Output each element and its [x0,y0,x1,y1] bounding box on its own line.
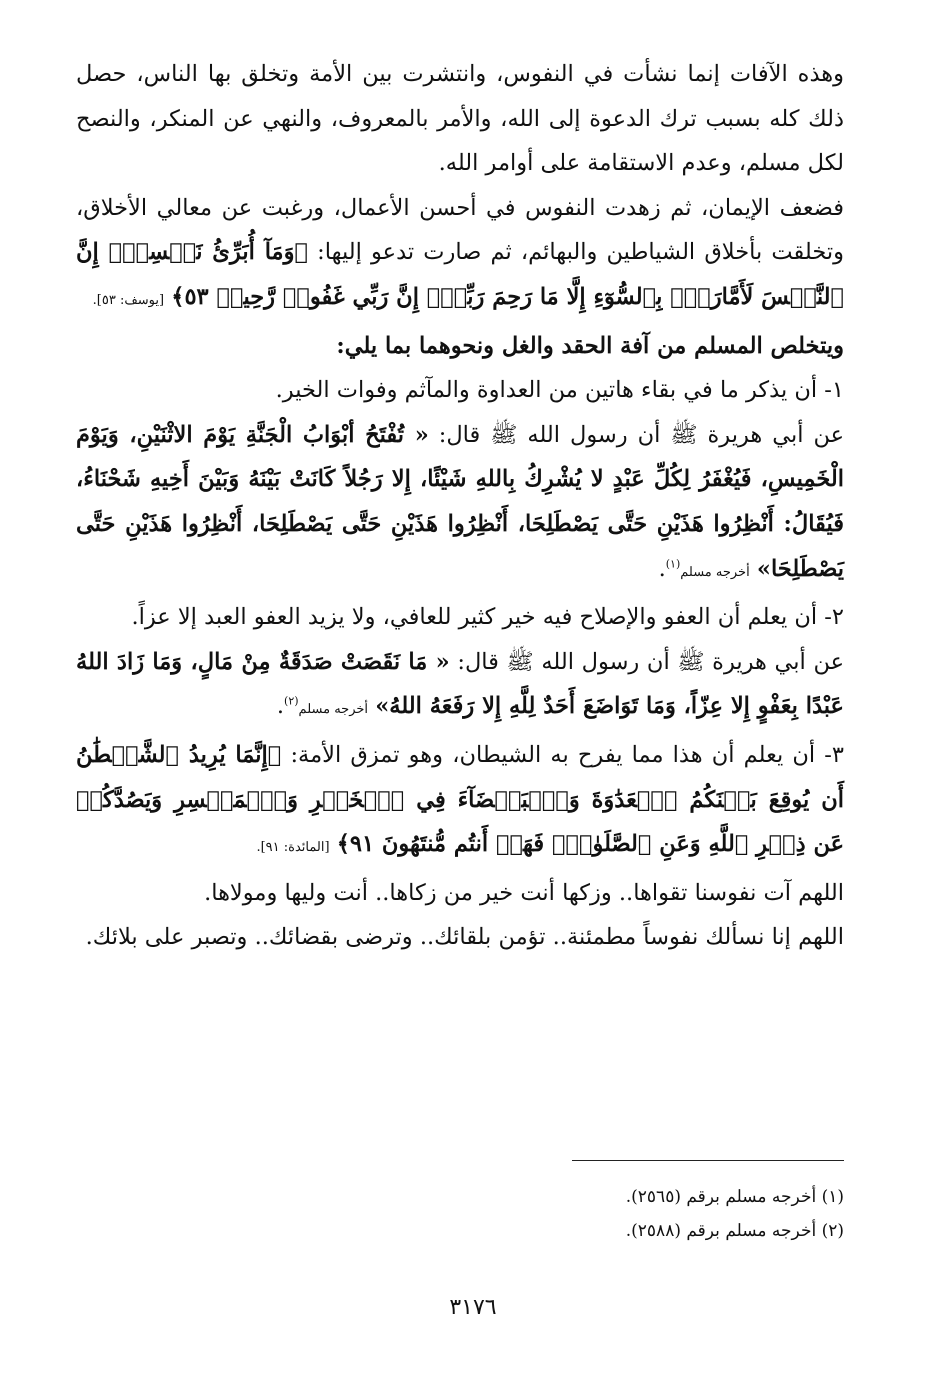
list-item-1: ١- أن يذكر ما في بقاء هاتين من العداوة والمآثم وفوات الخير. [275,377,844,404]
hadith-2: عن أبي هريرة ﷺ أن رسول الله ﷺ قال: « مَا نَقَصَتْ صَدَقَةٌ مِنْ مَالٍ، وَمَا زَادَ اللهُ عَبْدًا بِعَفْوٍ إِلا عِزّاً، وَمَا تَوَاضَعَ أَحَدٌ لِلَّهِ إِلا رَفَعَهُ اللهُ» أخرجه مسلم$^{(٢)}$. [76,648,844,720]
footnote-divider [572,1160,844,1161]
verse-reference-maidah: [المائدة: ٩١]. [256,840,330,856]
dua-2: اللهم إنا نسألك نفوساً مطمئنة.. تؤمن بلقائك.. وترضى بقضائك.. وتصبر على بلائك. [85,924,844,951]
footnote-marker-2: (٢) [284,694,299,708]
list-item-3-text: ٣- أن يعلم أن هذا مما يفرح به الشيطان، وهو تمزق الأمة: [290,741,844,768]
quran-verse-maidah: ﴿إِنَّمَا يُرِيدُ ٱلشَّيۡطَٰنُ أَن يُوقِعَ بَيۡنَكُمُ ٱلۡعَدَٰوَةَ وَٱلۡبَغۡضَآءَ فِي ٱلۡخَمۡرِ وَٱلۡمَيۡسِرِ وَيَصُدَّكُمۡ عَن ذِكۡرِ ٱللَّهِ وَعَنِ ٱلصَّلَوٰةِۖ فَهَلۡ أَنتُم مُّنتَهُونَ ٩١﴾ [76,741,844,858]
dua-1: اللهم آت نفوسنا تقواها.. وزكها أنت خير من زكاها.. أنت وليها ومولاها. [204,879,844,906]
verse-reference-yusuf: [يوسف: ٥٣]. [92,292,165,308]
list-item-3 [76,733,844,871]
hadith-1: عن أبي هريرة ﷺ أن رسول الله ﷺ قال: « تُفْتَحُ أبْوَابُ الْجَنَّةِ يَوْمَ الاثْنَيْنِ، وَيَوْمَ الْخَمِيسِ، فَيُغْفَرُ لِكُلِّ عَبْدٍ لا يُشْرِكُ بِاللهِ شَيْئًا، إِلا رَجُلاً كَانَتْ بَيْنَهُ وَبَيْنَ أَخِيهِ شَحْنَاءُ، فَيُقَالُ: أَنْظِرُوا هَذَيْنِ حَتَّى يَصْطَلِحَا، أَنْظِرُوا هَذَيْنِ حَتَّى يَصْطَلِحَا، أَنْظِرُوا هَذَيْنِ حَتَّى يَصْطَلِحَا» أخرجه مسلم$^{(١)}$. [76,421,844,582]
hadith-1-source: أخرجه مسلم [680,564,750,580]
hadith-1-text: « تُفْتَحُ أبْوَابُ الْجَنَّةِ يَوْمَ الاثْنَيْنِ، وَيَوْمَ الْخَمِيسِ، فَيُغْفَرُ لِكُلِّ عَبْدٍ لا يُشْرِكُ بِاللهِ شَيْئًا، إِلا رَجُلاً كَانَتْ بَيْنَهُ وَبَيْنَ أَخِيهِ شَحْنَاءُ، فَيُقَالُ: أَنْظِرُوا هَذَيْنِ حَتَّى يَصْطَلِحَا، أَنْظِرُوا هَذَيْنِ حَتَّى يَصْطَلِحَا، أَنْظِرُوا هَذَيْنِ حَتَّى يَصْطَلِحَا» [76,421,844,582]
quran-verse-yusuf: ﴿وَمَآ أُبَرِّئُ نَفۡسِيٓۚ إِنَّ ٱلنَّفۡسَ لَأَمَّارَةُۢ بِٱلسُّوٓءِ إِلَّا مَا رَحِمَ رَبِّيٓۚ إِنَّ رَبِّي غَفُورٞ رَّحِيمٞ ٥٣﴾ [76,239,844,310]
hadith-2-source: أخرجه مسلم [298,702,369,718]
hadith-2-text: « مَا نَقَصَتْ صَدَقَةٌ مِنْ مَالٍ، وَمَا زَادَ اللهُ عَبْدًا بِعَفْوٍ إِلا عِزّاً، وَمَا تَوَاضَعَ أَحَدٌ لِلَّهِ إِلا رَفَعَهُ اللهُ» [76,648,844,720]
paragraph-weak-faith [76,186,844,324]
hadith-2-intro: عن أبي هريرة ﷺ أن رسول الله ﷺ قال: [457,648,844,675]
hadith-1-intro: عن أبي هريرة ﷺ أن رسول الله ﷺ قال: [438,421,844,448]
footnote-2: (٢) أخرجه مسلم برقم (٢٥٨٨). [625,1221,844,1241]
main-text [76,52,844,960]
list-item-2: ٢- أن يعلم أن العفو والإصلاح فيه خير كثير للعافي، ولا يزيد العفو العبد إلا عزاً. [131,604,844,631]
footnote-marker-1: (١) [665,557,681,571]
paragraph-weak-faith-text: فضعف الإيمان، ثم زهدت النفوس في أحسن الأعمال، ورغبت عن معالي الأخلاق، وتخلقت بأخلاق الشياطين والبهائم، ثم صارت تدعو إليها: [76,194,844,266]
footnote-1: (١) أخرجه مسلم برقم (٢٥٦٥). [625,1187,844,1207]
section-heading: ويتخلص المسلم من آفة الحقد والغل ونحوهما بما يلي: [336,332,844,359]
page-number: ٣١٧٦ [449,1295,497,1320]
footnotes [76,1180,844,1248]
paragraph-afat: وهذه الآفات إنما نشأت في النفوس، وانتشرت بين الأمة وتخلق بها الناس، حصل ذلك كله بسبب ترك الدعوة إلى الله، والأمر بالمعروف، والنهي عن المنكر، والنصح لكل مسلم، وعدم الاستقامة على أوامر الله. [76,61,844,177]
